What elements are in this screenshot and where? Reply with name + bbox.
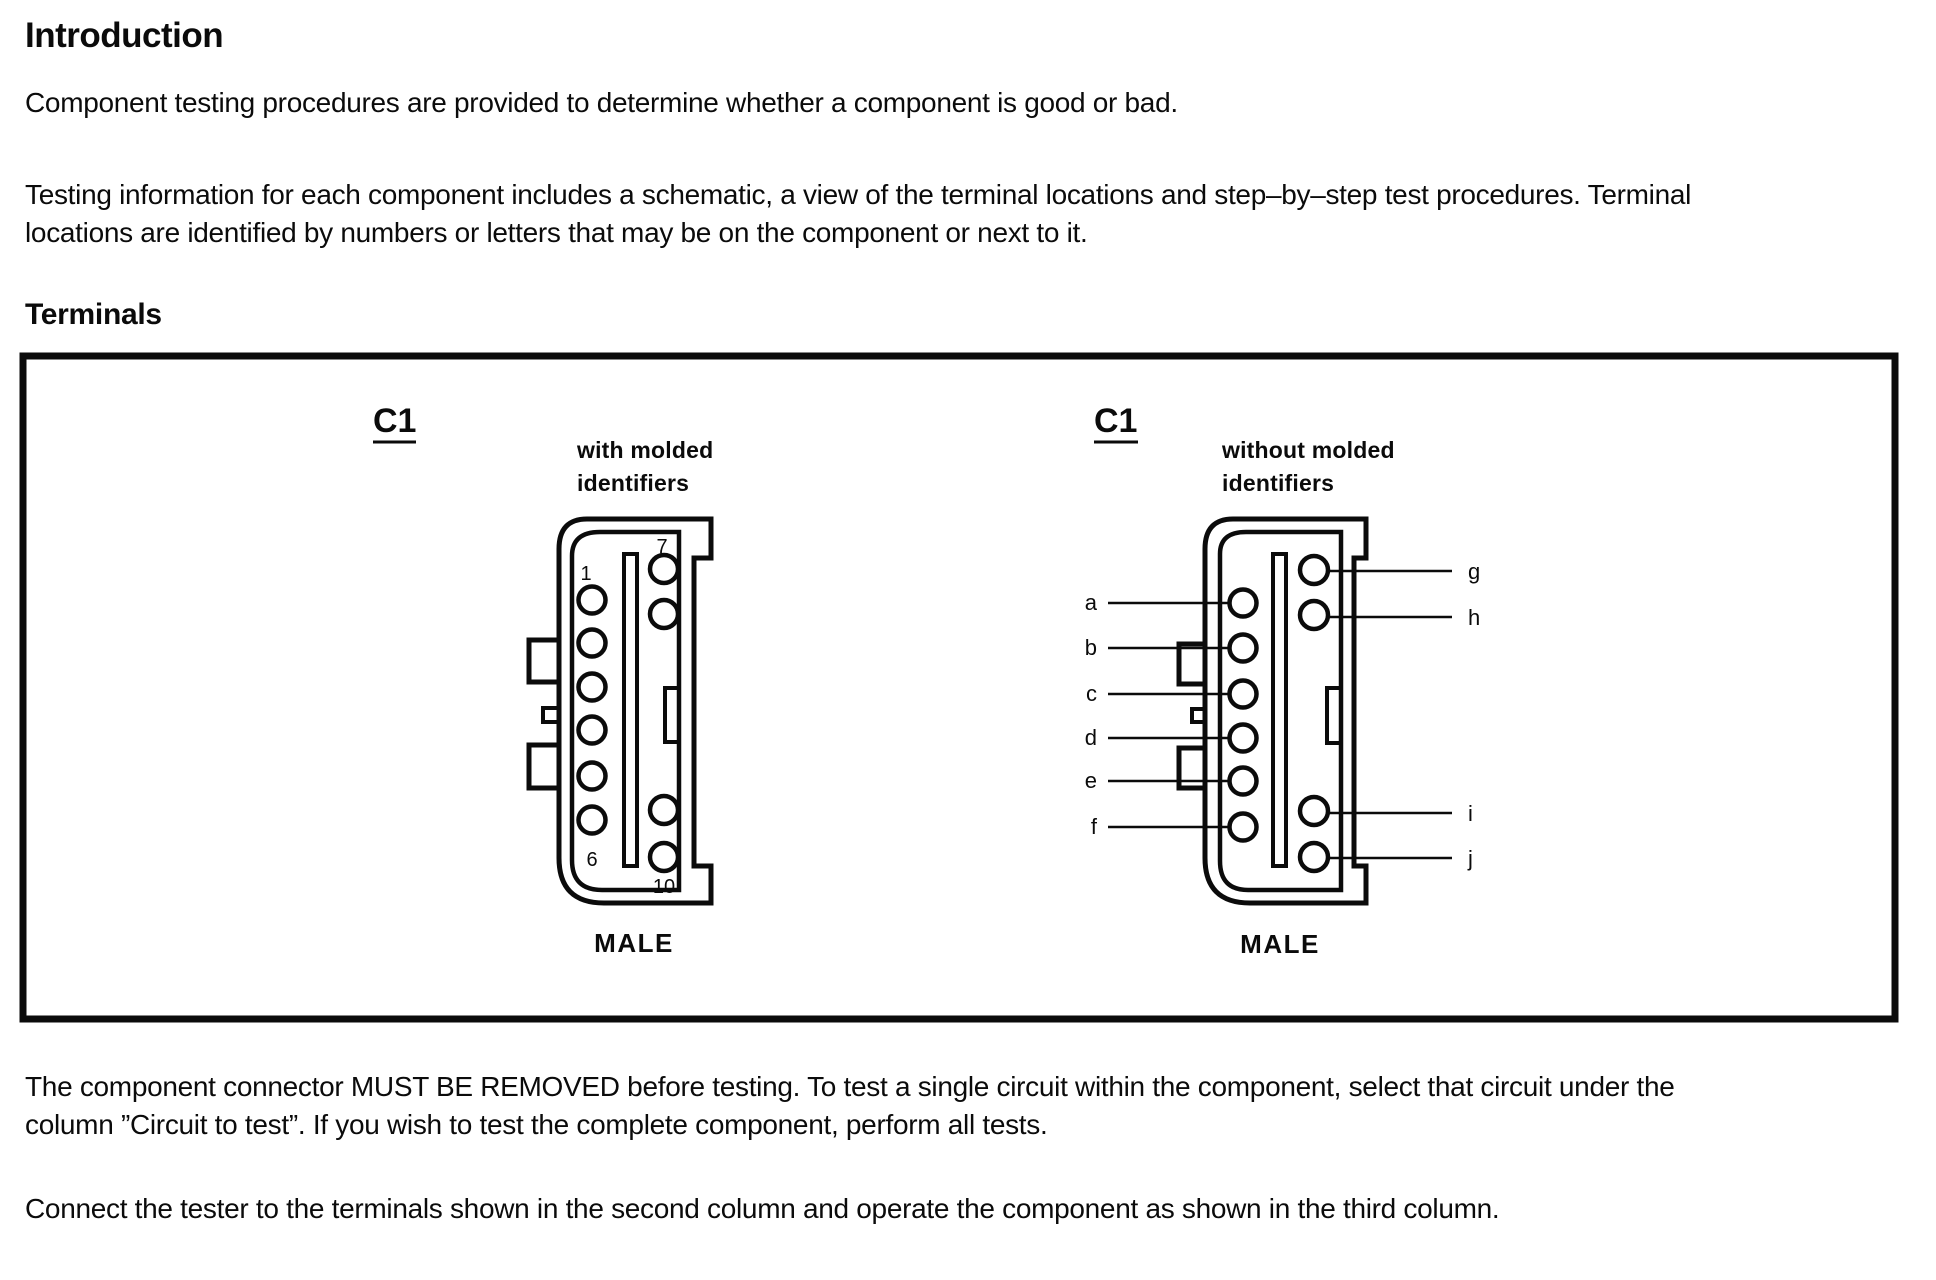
intro-heading: Introduction bbox=[25, 16, 224, 55]
pin-letter-a: a bbox=[1084, 590, 1097, 615]
pin-letter-d: d bbox=[1084, 725, 1097, 750]
paragraph-line: The component connector MUST BE REMOVED before testing. To test a single circuit within the component, select that circuit under the bbox=[25, 1071, 1675, 1102]
paragraph-line: Component testing procedures are provided to determine whether a component is good or bad. bbox=[25, 87, 1178, 118]
connector-left-slot bbox=[624, 554, 637, 866]
pin-number-10: 10 bbox=[652, 876, 676, 898]
pin-letter-j: j bbox=[1468, 846, 1473, 871]
pin-number-1: 1 bbox=[580, 563, 592, 585]
terminals-heading: Terminals bbox=[25, 298, 162, 331]
connector-left-id-label: C1 bbox=[373, 402, 417, 440]
terminal-pin bbox=[1230, 768, 1257, 795]
terminal-pin bbox=[579, 763, 606, 790]
paragraph-line: locations are identified by numbers or letters that may be on the component or next to it. bbox=[25, 217, 1088, 248]
terminal-pin bbox=[650, 600, 678, 628]
diagram-frame bbox=[23, 356, 1895, 1019]
paragraph-line: column ”Circuit to test”. If you wish to test the complete component, perform all tests. bbox=[25, 1109, 1048, 1140]
connector-right-gender-label: MALE bbox=[1240, 929, 1320, 959]
terminal-pin bbox=[1230, 725, 1257, 752]
connector-right-caption-line2: identifiers bbox=[1222, 470, 1335, 496]
terminal-pin bbox=[1300, 601, 1328, 629]
connector-right-slot bbox=[1273, 554, 1286, 866]
terminal-pin bbox=[1300, 556, 1328, 584]
leader-lines-right bbox=[1329, 571, 1452, 858]
connector-left-caption-line1: with molded bbox=[577, 437, 714, 463]
terminal-pin bbox=[1300, 843, 1328, 871]
pin-letter-f: f bbox=[1090, 814, 1097, 839]
terminal-pin bbox=[1230, 814, 1257, 841]
paragraph-line: Connect the tester to the terminals shown in the second column and operate the component as shown in the third column. bbox=[25, 1193, 1500, 1224]
terminal-pin bbox=[1230, 635, 1257, 662]
paragraph-line: Testing information for each component includes a schematic, a view of the terminal locations and step–by–step test procedures. Terminal bbox=[25, 179, 1692, 210]
connector-left-tab bbox=[529, 640, 559, 682]
pin-letter-i: i bbox=[1468, 801, 1473, 826]
connector-left-tab bbox=[529, 745, 559, 788]
terminal-pin bbox=[1230, 681, 1257, 708]
connector-right-diagram bbox=[1085, 402, 1481, 959]
connector-right-inner-shell bbox=[1220, 532, 1341, 890]
pin-number-6: 6 bbox=[586, 849, 598, 871]
pin-letter-g: g bbox=[1468, 559, 1481, 584]
connector-left-diagram bbox=[373, 402, 713, 958]
terminal-pin bbox=[579, 587, 606, 614]
pin-letter-e: e bbox=[1084, 768, 1097, 793]
leader-lines-left bbox=[1108, 603, 1230, 827]
terminal-pin bbox=[579, 630, 606, 657]
connector-left-caption-line2: identifiers bbox=[577, 470, 690, 496]
terminal-pin bbox=[579, 717, 606, 744]
connector-left-gender-label: MALE bbox=[594, 928, 674, 958]
pin-number-7: 7 bbox=[656, 536, 668, 558]
terminal-pin bbox=[1230, 590, 1257, 617]
terminal-pin bbox=[579, 807, 606, 834]
connector-right-tab bbox=[1179, 644, 1205, 684]
pin-letter-c: c bbox=[1086, 681, 1097, 706]
terminal-pin bbox=[1300, 797, 1328, 825]
terminal-pin bbox=[650, 796, 678, 824]
terminal-pin bbox=[650, 555, 678, 583]
connector-right-caption-line1: without molded bbox=[1222, 437, 1395, 463]
terminal-pin bbox=[579, 674, 606, 701]
pin-letter-b: b bbox=[1084, 635, 1097, 660]
pin-letter-h: h bbox=[1468, 605, 1481, 630]
terminal-pin bbox=[650, 843, 678, 871]
connector-right-id-label: C1 bbox=[1094, 402, 1138, 440]
